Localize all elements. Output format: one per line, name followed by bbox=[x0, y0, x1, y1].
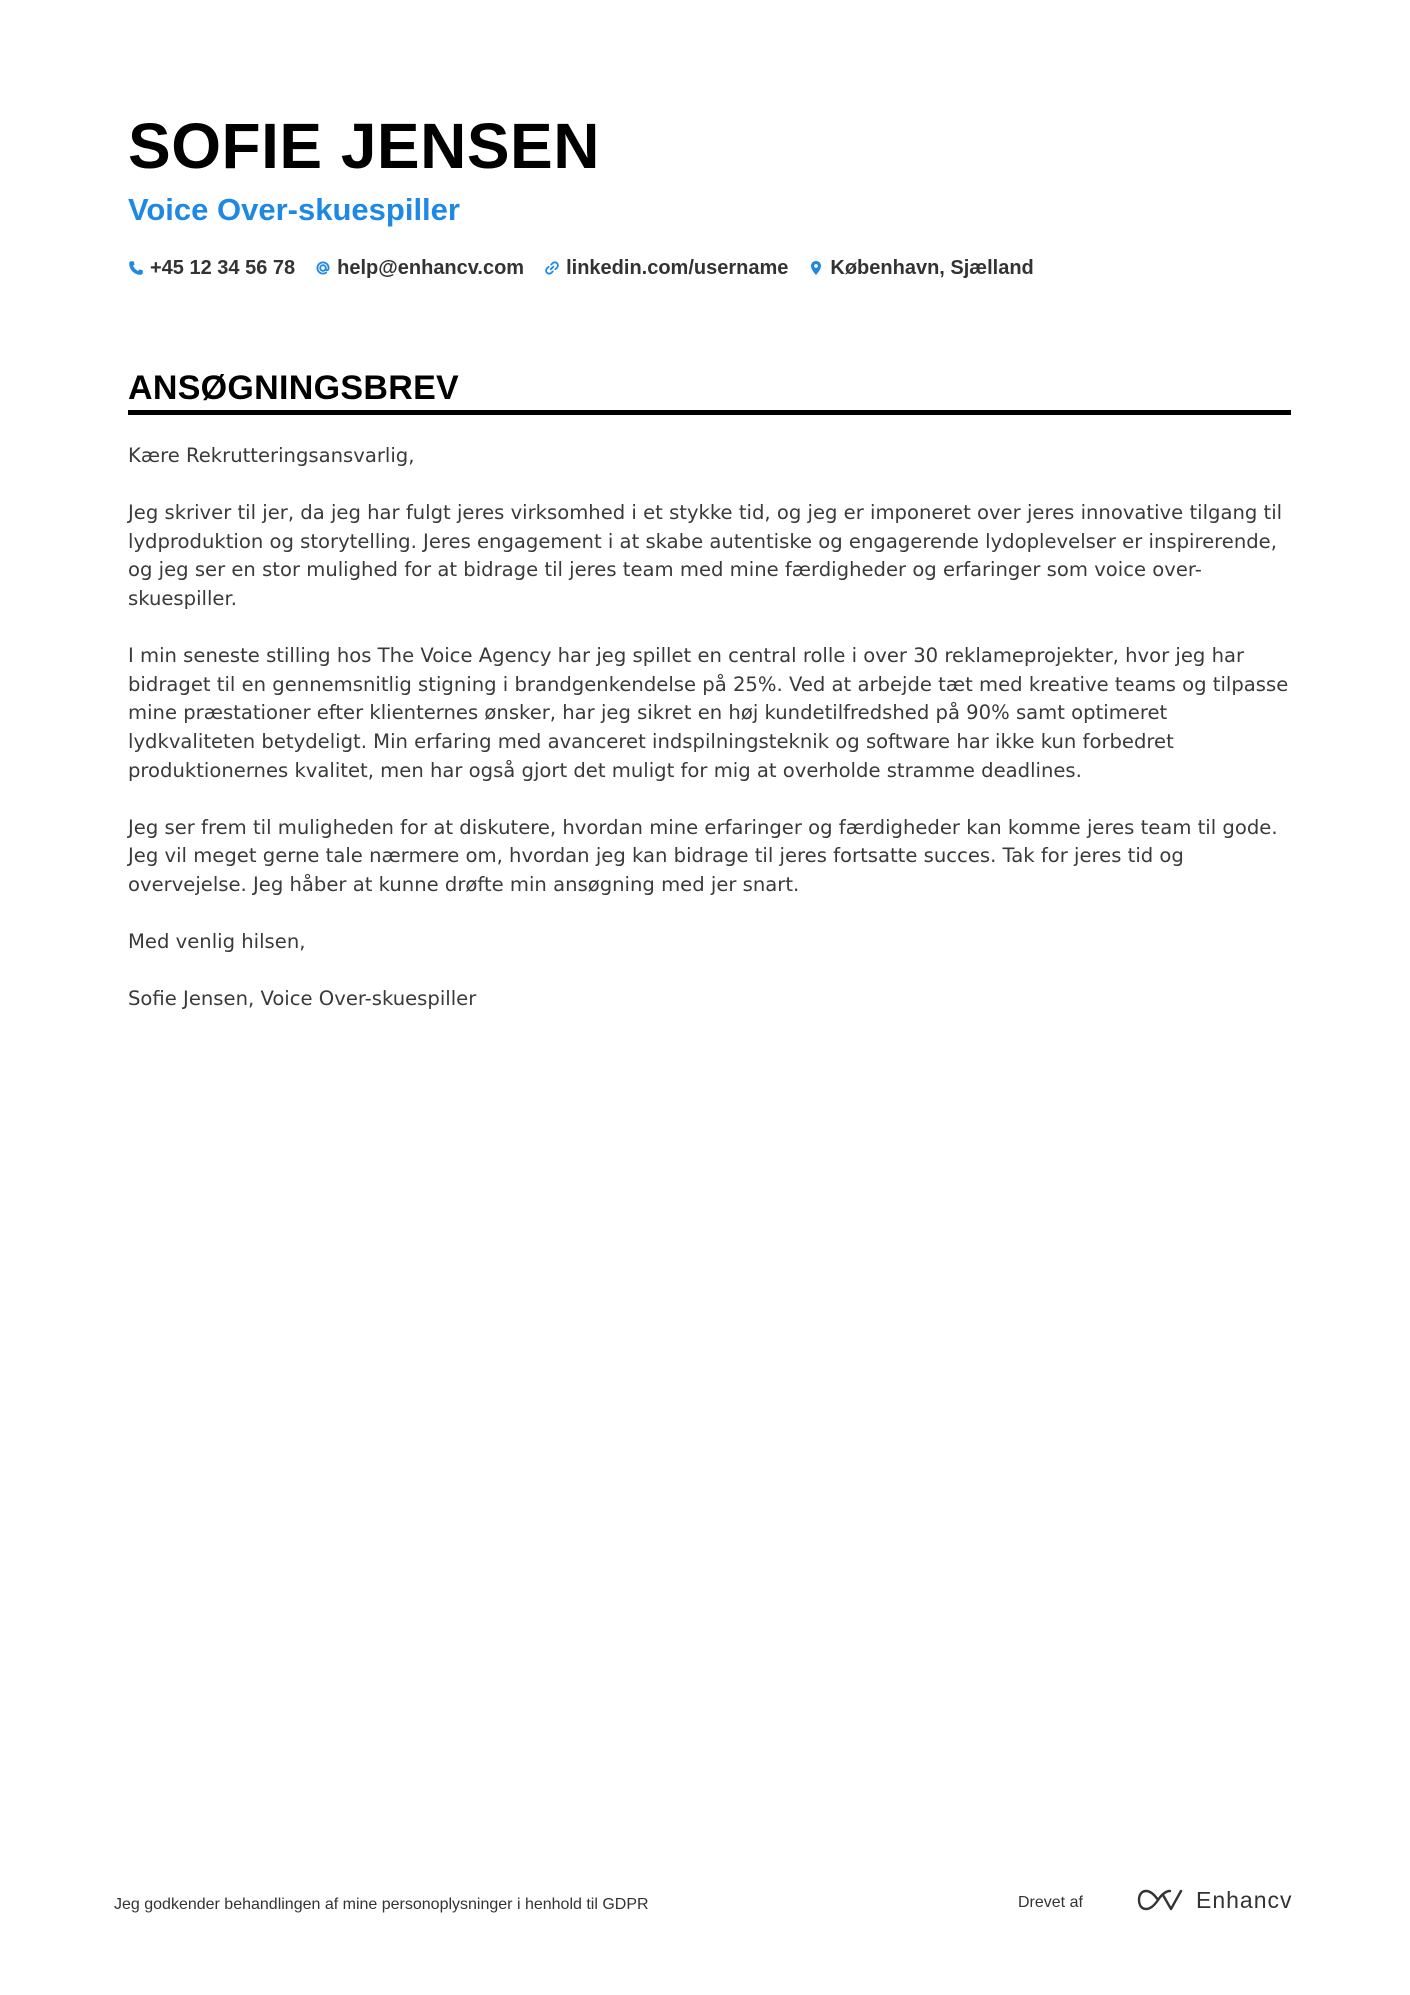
at-icon bbox=[315, 260, 331, 276]
contact-location-text: København, Sjælland bbox=[830, 256, 1034, 279]
letter-greeting: Kære Rekrutteringsansvarlig, bbox=[128, 444, 415, 467]
letter-paragraph-1: Jeg skriver til jer, da jeg har fulgt jeres virksomhed i et stykke tid, og jeg er imponeret over jeres innovative tilgang til lydproduktion og storytelling. Jeres engagement i at skabe autentiske og engagerende lydoplevelser er inspirerende, og jeg ser en stor mulighed for at bidrage til jeres team med mine færdigheder og erfaringer som voice over-skuespiller. bbox=[128, 501, 1283, 610]
contact-linkedin[interactable] bbox=[544, 257, 788, 280]
link-icon bbox=[544, 260, 560, 276]
section-divider bbox=[128, 410, 1291, 415]
letter-paragraph-2: I min seneste stilling hos The Voice Agency har jeg spillet en central rolle i over 30 reklameprojekter, hvor jeg har bidraget til en gennemsnitlig stigning i brandgenkendelse på 25%. Ved at arbejde tæt med kreative teams og tilpasse mine præstationer efter klienternes ønsker, har jeg sikret en høj kundetilfredshed på 90% samt optimeret lydkvaliteten betydeligt. Min erfaring med avanceret indspilningsteknik og software har ikke kun forbedret produktionernes kvalitet, men har også gjort det muligt for mig at overholde stramme deadlines. bbox=[128, 644, 1289, 782]
enhancv-brand-name: Enhancv bbox=[1196, 1887, 1293, 1913]
letter-paragraph-3: Jeg ser frem til muligheden for at diskutere, hvordan mine erfaringer og færdigheder kan komme jeres team til gode. Jeg vil meget gerne tale nærmere om, hvordan jeg kan bidrage til jeres fortsatte succes. Tak for jeres tid og overvejelse. Jeg håber at kunne drøfte min ansøgning med jer snart. bbox=[128, 815, 1278, 896]
powered-by-text: Drevet af bbox=[1018, 1894, 1083, 1911]
contact-location bbox=[808, 257, 1033, 280]
contact-bar bbox=[128, 253, 1054, 283]
section-title: ANSØGNINGSBREV bbox=[128, 369, 460, 407]
applicant-name: SOFIE JENSEN bbox=[128, 110, 600, 182]
phone-icon bbox=[128, 260, 144, 276]
enhancv-logo-icon bbox=[1136, 1886, 1184, 1914]
contact-phone bbox=[128, 257, 295, 280]
contact-phone-text: +45 12 34 56 78 bbox=[150, 256, 296, 279]
contact-linkedin-text: linkedin.com/username bbox=[566, 256, 789, 279]
letter-closing: Med venlig hilsen, bbox=[128, 930, 306, 954]
letter-signature: Sofie Jensen, Voice Over-skuespiller bbox=[128, 987, 477, 1011]
contact-email-text: help@enhancv.com bbox=[337, 256, 525, 279]
gdpr-consent-text: Jeg godkender behandlingen af mine personoplysninger i henhold til GDPR bbox=[114, 1896, 649, 1913]
job-title: Voice Over-skuespiller bbox=[128, 192, 460, 227]
letter-body bbox=[128, 442, 1298, 1042]
location-pin-icon bbox=[808, 260, 824, 276]
enhancv-brand-link[interactable] bbox=[1136, 1886, 1293, 1914]
contact-email[interactable] bbox=[315, 257, 524, 280]
